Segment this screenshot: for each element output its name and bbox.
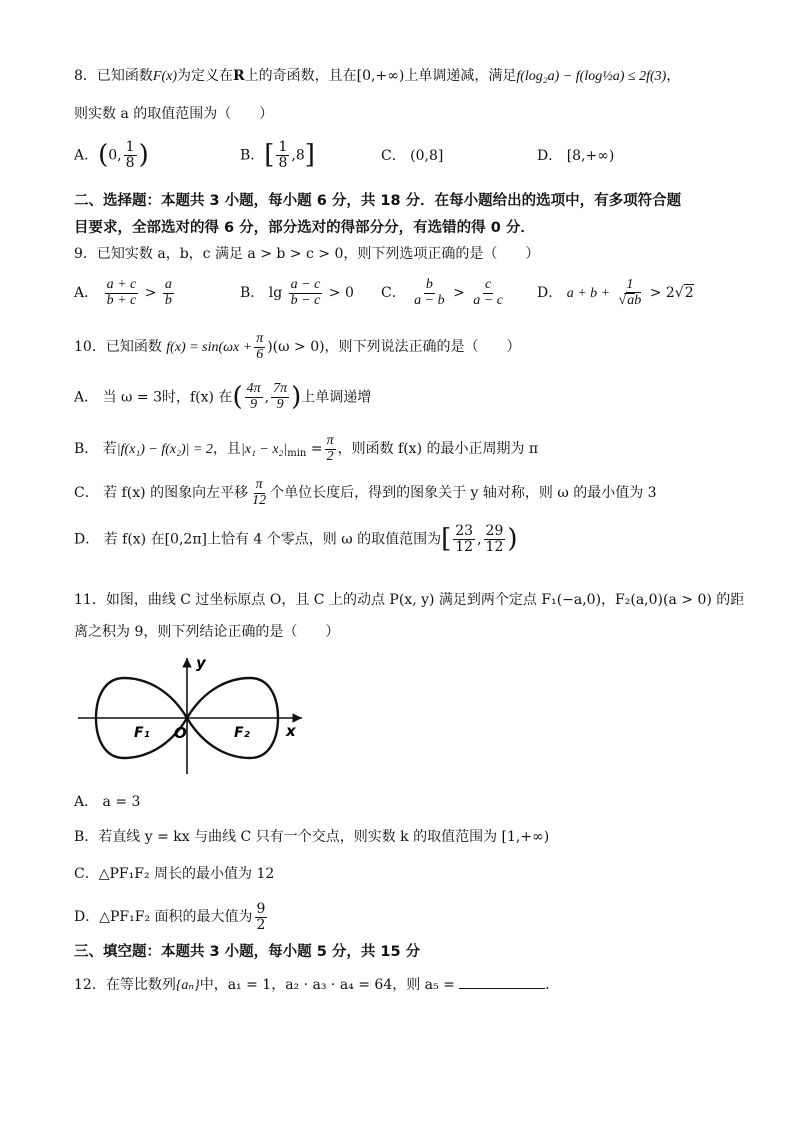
origin-label: O: [174, 724, 187, 742]
q9-option-b[interactable]: B． lg $\frac{a - c}{b - c}$ > 0: [240, 277, 354, 308]
fraction: $\frac{\pi}{12}$: [252, 477, 267, 508]
q10-option-d[interactable]: D． 若 f(x) 在[0,2π]上恰有 4 个零点，则 ω 的取值范围为[ $\frac{23}{12}$ , $\frac{29}{12}$ ): [74, 523, 518, 556]
section-2-heading: 二、选择题：本题共 3 小题，每小题 6 分，共 18 分．在每小题给出的选项中，有多项符合题: [74, 193, 682, 209]
fraction: $\frac{a + c}{b + c}$: [106, 277, 137, 308]
q9-option-a[interactable]: A． $\frac{a + c}{b + c}$ > $\frac{a}{b}$: [74, 277, 172, 308]
q9-option-d[interactable]: D． a + b + $\frac{1}{√ab}$ > 2√2: [537, 277, 694, 308]
q9-option-c[interactable]: C． $\frac{b}{a - b}$ > $\frac{c}{a - c}$: [381, 277, 503, 308]
sqrt-symbol: √: [674, 285, 684, 302]
fraction: $\frac{7\pi}{9}$: [273, 381, 288, 413]
sqrt-symbol: √: [618, 292, 627, 308]
q11-stem: 11．如图，曲线 C 过坐标原点 O，且 C 上的动点 P(x, y) 满足到两个定点 F₁(−a,0)，F₂(a,0)(a > 0) 的距: [74, 592, 745, 608]
q9-stem: 9．已知实数 a，b，c 满足 a > b > c > 0，则下列选项正确的是（ ）: [74, 246, 540, 262]
fraction: $\frac{9}{2}$: [256, 901, 266, 933]
q11-stem-line2: 离之积为 9，则下列结论正确的是（ ）: [74, 624, 340, 640]
fraction: $\frac{1}{8}$: [278, 139, 288, 172]
fraction: $\frac{\pi}{6}$: [256, 331, 264, 362]
fraction: $\frac{23}{12}$: [455, 523, 474, 556]
q10-stem: 10．已知函数 f(x) = sin(ωx + $\frac{\pi}{6}$ )(ω > 0)，则下列说法正确的是（ ）: [74, 331, 521, 362]
x-axis-label: x: [286, 722, 296, 740]
q8-stem-line2: 则实数 a 的取值范围为（ ）: [74, 106, 274, 122]
q8-option-a[interactable]: A．(0, $\frac{1}{8}$ ): [74, 139, 149, 172]
f1-label: F₁: [134, 725, 150, 741]
q11-option-b[interactable]: B．若直线 y = kx 与曲线 C 只有一个交点，则实数 k 的取值范围为 [1,+∞): [74, 829, 550, 845]
fraction: $\frac{a}{b}$: [164, 277, 172, 308]
fraction: $\frac{1}{8}$: [125, 139, 135, 172]
q10-option-c[interactable]: C． 若 f(x) 的图象向左平移 $\frac{\pi}{12}$ 个单位长度后，得到的图象关于 y 轴对称，则 ω 的最小值为 3: [74, 477, 657, 508]
q8-option-c[interactable]: C． (0,8]: [381, 148, 444, 164]
fraction: $\frac{4\pi}{9}$: [246, 381, 261, 413]
q8-stem: 8．已知函数F(x)为定义在R上的奇函数，且在[0,+∞)上单调递减，满足f(log₂a) − f(log½a) ≤ 2f(3)，: [74, 68, 681, 84]
section-3-heading: 三、填空题：本题共 3 小题，每小题 5 分，共 15 分: [74, 944, 421, 960]
fraction: $\frac{\pi}{2}$: [326, 433, 334, 464]
fraction: $\frac{b}{a - b}$: [414, 277, 445, 308]
fraction: $\frac{1}{√ab}$: [618, 277, 642, 308]
q8-option-b[interactable]: B．[ $\frac{1}{8}$ ,8]: [240, 139, 315, 172]
fraction: $\frac{a - c}{b - c}$: [290, 277, 321, 308]
lemniscate-figure: [74, 648, 314, 778]
q11-option-c[interactable]: C．△PF₁F₂ 周长的最小值为 12: [74, 866, 275, 882]
q11-option-d[interactable]: D．△PF₁F₂ 面积的最大值为 $\frac{9}{2}$: [74, 901, 266, 933]
y-axis-label: y: [196, 654, 206, 672]
q10-option-b[interactable]: B． 若|f(x₁) − f(x₂)| = 2，且$|x_1 - x_2|_{min}$ = $\frac{\pi}{2}$ ，则函数 f(x) 的最小正周期为 π: [74, 433, 539, 464]
fraction: $\frac{c}{a - c}$: [473, 277, 503, 308]
q8-option-d[interactable]: D． [8,+∞): [537, 148, 615, 164]
fraction: $\frac{29}{12}$: [485, 523, 504, 556]
q11-option-a[interactable]: A． a = 3: [74, 794, 141, 810]
q10-option-a[interactable]: A． 当 ω = 3时，f(x) 在( $\frac{4\pi}{9}$ , $\frac{7\pi}{9}$ )上单调递增: [74, 381, 372, 413]
f2-label: F₂: [234, 725, 250, 741]
q12-stem: 12．在等比数列{aₙ}中，a₁ = 1，a₂ · a₃ · a₄ = 64，则 a₅ = ．: [74, 977, 560, 993]
section-2-heading-line2: 目要求，全部选对的得 6 分，部分选对的得部分分，有选错的得 0 分．: [74, 220, 535, 236]
answer-blank[interactable]: [459, 976, 545, 989]
